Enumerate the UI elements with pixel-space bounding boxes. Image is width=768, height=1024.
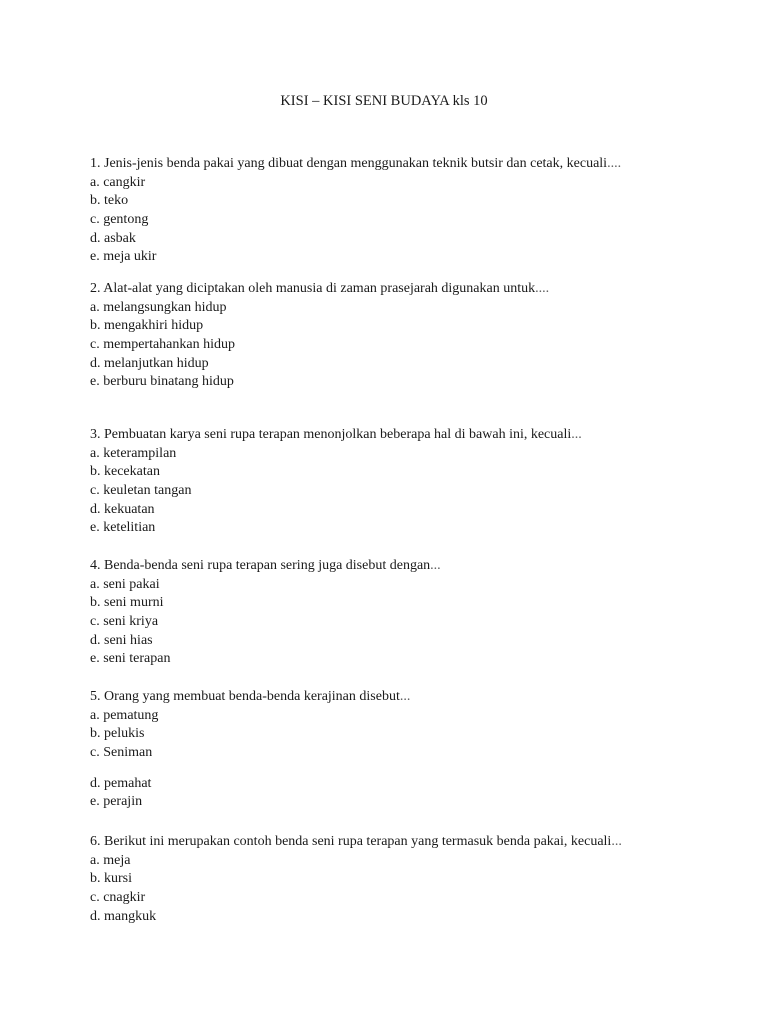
question-6-text: 6. Berikut ini merupakan contoh benda seni rupa terapan yang termasuk benda pakai, kecuali [90,834,612,849]
question-1-option-b: b. teko [90,193,129,209]
document-title: KISI – KISI SENI BUDAYA kls 10 [280,93,488,109]
question-5-text: 5. Orang yang membuat benda-benda kerajinan disebut [90,689,400,704]
question-1-text: 1. Jenis-jenis benda pakai yang dibuat dengan menggunakan teknik butsir dan cetak, kecuali [90,156,608,171]
question-5-option-e: e. perajin [90,794,143,810]
question-2-option-b: b. mengakhiri hidup [90,318,204,334]
question-4-option-b: b. seni murni [90,595,164,611]
question-1-option-d: d. asbak [90,230,136,246]
question-4-option-a: a. seni pakai [90,576,160,592]
question-1-option-a: a. cangkir [90,174,146,190]
question-4-ellipsis: ... [430,558,441,573]
question-4-option-d: d. seni hias [90,632,153,648]
question-5-option-a: a. pematung [90,707,159,723]
question-3-option-b: b. kecekatan [90,464,160,480]
question-6-option-a: a. meja [90,852,131,868]
question-1-option-c: c. gentong [90,212,149,228]
question-1-ellipsis: .... [607,156,622,171]
question-3-option-e: e. ketelitian [90,520,156,536]
question-3-prompt [90,426,582,445]
question-5-option-c: c. Seniman [90,745,153,761]
question-1-option-e: e. meja ukir [90,249,157,265]
question-4-prompt [90,557,441,576]
question-2 [90,280,549,392]
question-5-option-d: d. pemahat [90,775,152,791]
question-3-text: 3. Pembuatan karya seni rupa terapan menonjolkan beberapa hal di bawah ini, kecuali [90,427,572,442]
question-5 [90,688,410,812]
question-6-option-b: b. kursi [90,871,132,887]
question-6-prompt [90,833,622,852]
question-2-prompt [90,280,549,299]
question-3-ellipsis: ... [571,427,582,442]
question-2-option-a: a. melangsungkan hidup [90,299,227,315]
question-4-option-c: c. seni kriya [90,614,159,630]
question-3 [90,426,582,538]
question-6-option-c: c. cnagkir [90,890,146,906]
question-2-option-e: e. berburu binatang hidup [90,374,234,390]
question-5-ellipsis: ... [399,689,411,704]
question-4-text: 4. Benda-benda seni rupa terapan sering juga disebut dengan [90,558,431,573]
question-2-ellipsis: .... [535,281,550,296]
question-1-prompt [90,155,621,174]
question-1 [90,155,621,267]
question-6-option-d: d. mangkuk [90,908,157,924]
question-3-option-a: a. keterampilan [90,445,177,461]
question-3-option-c: c. keuletan tangan [90,483,192,499]
question-2-text: 2. Alat-alat yang diciptakan oleh manusia di zaman prasejarah digunakan untuk [90,281,536,296]
question-5-prompt [90,688,410,707]
question-6 [90,833,622,926]
question-4 [90,557,441,669]
question-6-ellipsis: ... [611,834,622,849]
question-5-option-b: b. pelukis [90,726,145,742]
question-3-option-d: d. kekuatan [90,501,155,517]
question-2-option-c: c. mempertahankan hidup [90,337,236,353]
question-4-option-e: e. seni terapan [90,651,171,667]
question-2-option-d: d. melanjutkan hidup [90,355,209,371]
